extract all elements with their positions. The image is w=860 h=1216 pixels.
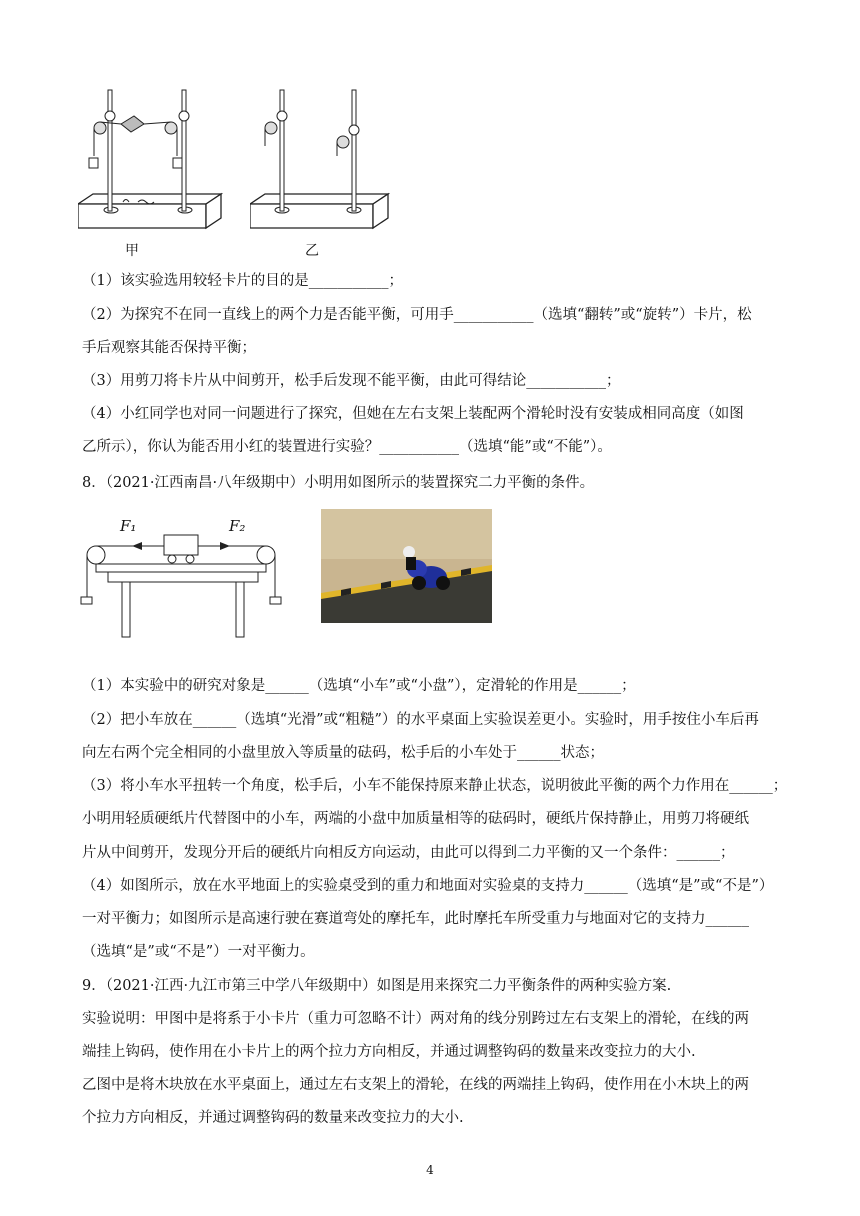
text-line-5: （4）小红同学也对同一问题进行了探究，但她在左右支架上装配两个滑轮时没有安装成相同高度（如图 [82,406,744,422]
question-9-heading: 9．（2021·江西·九江市第三中学八年级期中）如图是用来探究二力平衡条件的两种实验方案. [82,978,672,994]
question-8-heading: 8．（2021·江西南昌·八年级期中）小明用如图所示的装置探究二力平衡的条件。 [82,475,595,491]
text-line-q9-3: 乙图中是将木块放在水平桌面上，通过左右支架上的滑轮，在线的两端挂上钩码，使作用在小木块上的两 [82,1077,749,1093]
motorcycle-photo [321,509,492,623]
text-line-2: （2）为探究不在同一直线上的两个力是否能平衡，可用手___________（选填“翻转”或“旋转”）卡片，松 [82,307,752,323]
text-line-4: （3）用剪刀将卡片从中间剪开，松手后发现不能平衡，由此可得结论___________； [82,373,621,389]
figure-yi-caption: 乙 [305,243,319,259]
label-f2: F₂ [229,517,246,535]
text-line-q9-2: 端挂上钩码，使作用在小卡片上的两个拉力方向相反，并通过调整钩码的数量来改变拉力的大小. [82,1044,696,1060]
text-line-q8-2: （2）把小车放在______（选填“光滑”或“粗糙”）的水平桌面上实验误差更小。实验时，用手按住小车后再 [82,712,759,728]
label-f1: F₁ [120,517,137,535]
text-line-1: （1）该实验选用较轻卡片的目的是___________； [82,273,403,289]
text-line-q8-3: 向左右两个完全相同的小盘里放入等质量的砝码，松手后的小车处于______状态； [82,745,604,761]
text-line-q9-1: 实验说明：甲图中是将系于小卡片（重力可忽略不计）两对角的线分别跨过左右支架上的滑轮，在线的两 [82,1011,749,1027]
text-line-q8-9: （选填“是”或“不是”）一对平衡力。 [82,944,315,960]
text-line-q8-6: 片从中间剪开，发现分开后的硬纸片向相反方向运动，由此可以得到二力平衡的又一个条件：______； [82,845,735,861]
page-number: 4 [426,1163,434,1177]
text-line-q8-4: （3）将小车水平扭转一个角度，松手后，小车不能保持原来静止状态，说明彼此平衡的两个力作用在______； [82,778,788,794]
text-line-q8-1: （1）本实验中的研究对象是______（选填“小车”或“小盘”），定滑轮的作用是______； [82,678,636,694]
figure-cart-table [78,515,293,640]
text-line-q8-7: （4）如图所示，放在水平地面上的实验桌受到的重力和地面对实验桌的支持力______（选填“是”或“不是”） [82,878,774,894]
text-line-q9-4: 个拉力方向相反，并通过调整钩码的数量来改变拉力的大小. [82,1110,464,1126]
text-line-3: 手后观察其能否保持平衡； [82,340,256,356]
text-line-6: 乙所示），你认为能否用小红的装置进行实验？___________（选填“能”或“不能”）。 [82,439,612,455]
text-line-q8-5: 小明用轻质硬纸片代替图中的小车，两端的小盘中加质量相等的砝码时，硬纸片保持静止，用剪刀将硬纸 [82,811,749,827]
figure-yi-apparatus [250,86,390,236]
text-line-q8-8: 一对平衡力；如图所示是高速行驶在赛道弯处的摩托车，此时摩托车所受重力与地面对它的支持力______ [82,911,749,927]
figure-jia-apparatus [78,86,223,236]
figure-jia-caption: 甲 [125,243,139,259]
